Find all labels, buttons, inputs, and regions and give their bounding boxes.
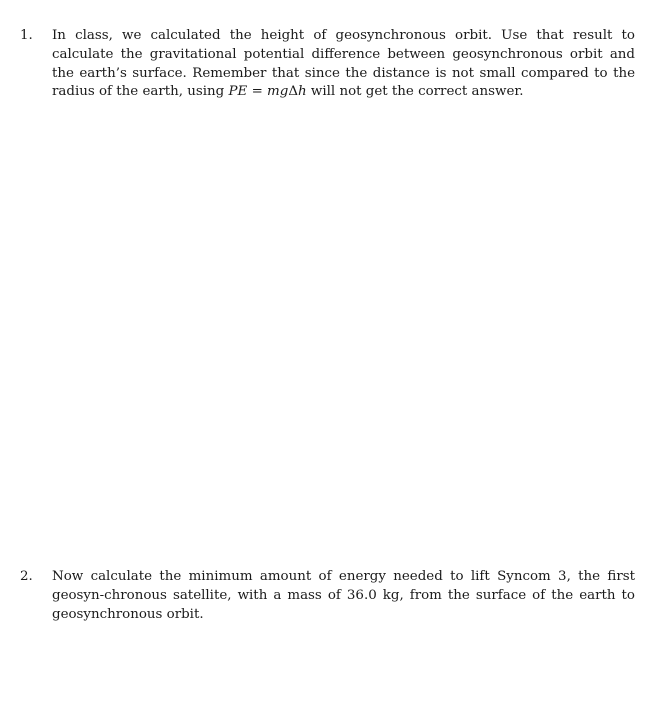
problem-1-text — [52, 27, 635, 102]
problem-1-text-part-1: In class, we calculated the height of geosynchronous orbit. Use that result to calculate the gravitational potential difference between geosynchronous orbit and the earth’s surface. Remember that since the distance is not small compared to the radius of the earth, using — [52, 28, 635, 100]
problem-2-text: Now calculate the minimum amount of energy needed to lift Syncom 3, the first geosyn-chronous satellite, with a mass of 36.0 kg, from the surface of the earth to geosynchronous orbit. — [52, 569, 635, 622]
formula-delta: Δ — [288, 84, 298, 100]
formula-mg: mg — [267, 84, 289, 100]
formula-pe: PE — [228, 84, 248, 100]
formula-h: h — [298, 84, 307, 100]
potential-energy-formula — [229, 84, 307, 99]
problem-1-text-part-2: will not get the correct answer. — [306, 84, 524, 100]
problem-1-number: 1. — [20, 28, 33, 43]
formula-equals: = — [247, 84, 268, 100]
problem-2-number: 2. — [20, 569, 33, 584]
